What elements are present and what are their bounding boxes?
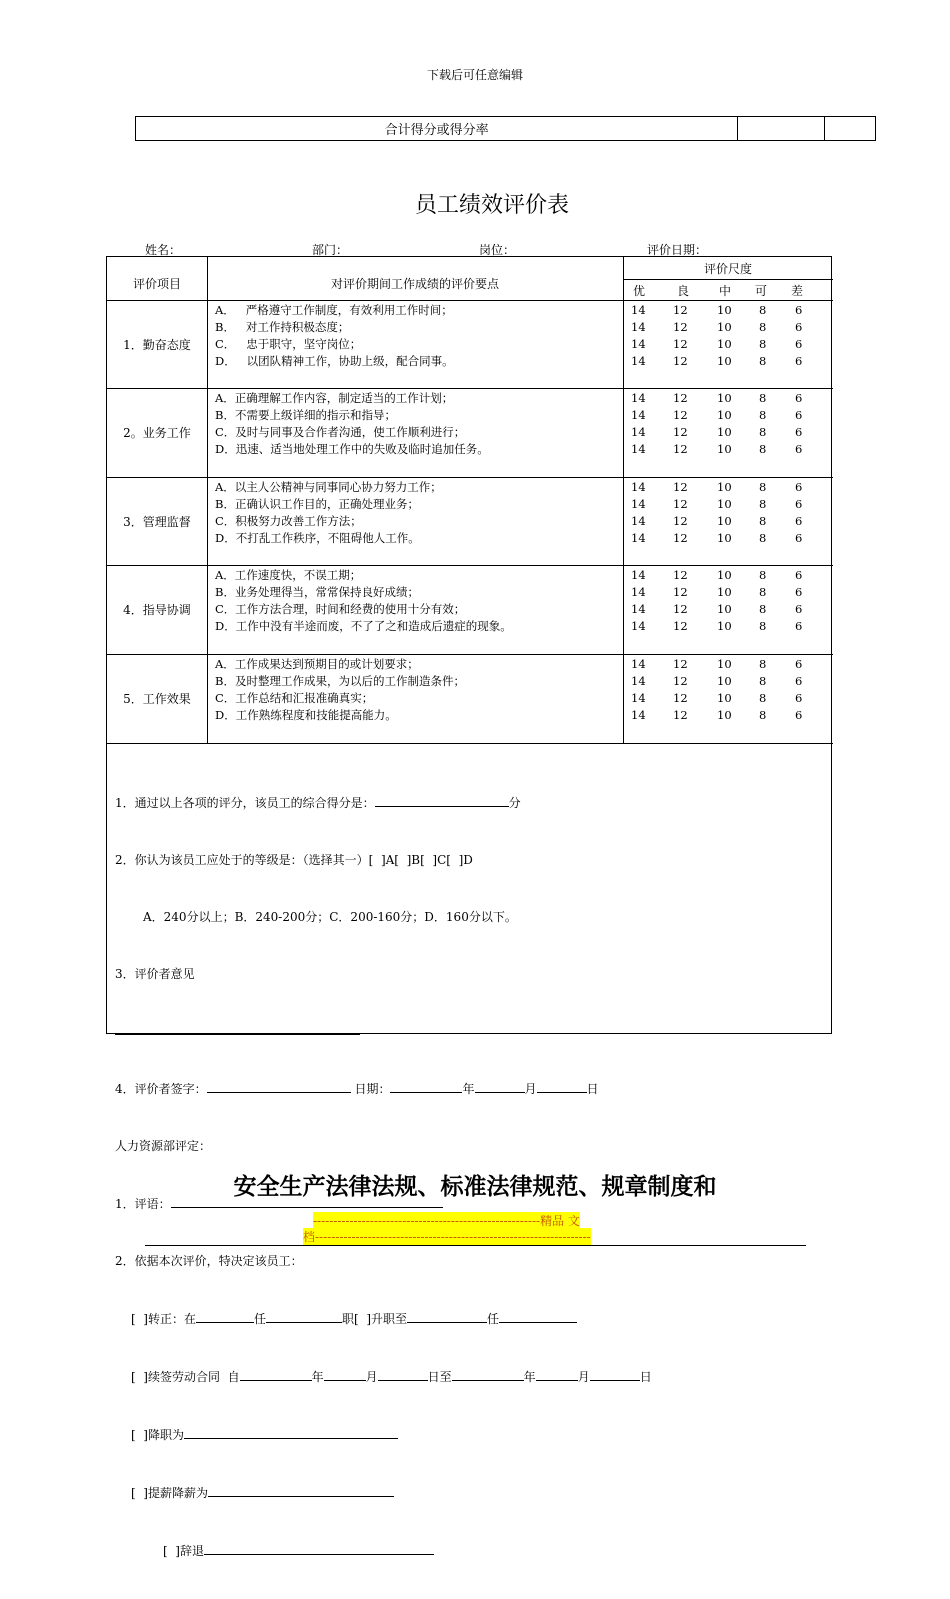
item-name: 5．工作效果	[123, 692, 191, 706]
score-row	[623, 584, 833, 601]
score-option[interactable]: 8	[759, 674, 767, 688]
score-option[interactable]: 8	[759, 425, 767, 439]
point-line: C．积极努力改善工作方法；	[215, 514, 362, 528]
score-option[interactable]: 6	[795, 425, 803, 439]
opt2-year2-label: 年	[523, 1370, 536, 1384]
score-row	[623, 479, 833, 496]
header-points: 对评价期间工作成绩的评价要点	[330, 277, 499, 291]
score-option[interactable]: 12	[673, 303, 688, 317]
point-line: D．工作熟练程度和技能提高能力。	[215, 708, 397, 722]
point-line: A．正确理解工作内容，制定适当的工作计划；	[215, 391, 454, 405]
meta-name: 姓名：	[145, 243, 182, 257]
opt2-blank-3[interactable]	[378, 1367, 428, 1381]
point-line: B． 对工作持积极态度；	[215, 320, 350, 334]
score-option[interactable]: 8	[759, 708, 767, 722]
score-option[interactable]: 6	[795, 480, 803, 494]
point-line: C．及时与同事及合作者沟通，使工作顺利进行；	[215, 425, 466, 439]
grade-good: 良	[677, 284, 690, 298]
score-option[interactable]: 12	[673, 531, 688, 545]
item-scores	[623, 390, 833, 458]
score-option[interactable]: 14	[631, 568, 646, 582]
sign-day-label: 日	[586, 1082, 599, 1096]
score-option[interactable]: 6	[795, 674, 803, 688]
opinion-blank[interactable]	[115, 1026, 360, 1035]
score-option[interactable]: 12	[673, 425, 688, 439]
summary-label: 合计得分或得分率	[136, 117, 738, 141]
score-option[interactable]: 12	[673, 408, 688, 422]
summary-cell-1	[738, 117, 825, 141]
sign-month-label: 月	[524, 1082, 537, 1096]
score-option[interactable]: 12	[673, 497, 688, 511]
score-option[interactable]: 14	[631, 674, 646, 688]
score-option[interactable]: 12	[673, 619, 688, 633]
q1-label: 1．通过以上各项的评分，该员工的综合得分是：	[115, 796, 375, 810]
score-option[interactable]: 8	[759, 408, 767, 422]
score-option[interactable]: 12	[673, 337, 688, 351]
score-row	[623, 707, 833, 724]
summary-table	[135, 116, 876, 141]
score-option[interactable]: 8	[759, 531, 767, 545]
hr-label: 人力资源部评定：	[115, 1139, 212, 1153]
opt2-to-label: 日至	[427, 1370, 452, 1384]
point-line: B．及时整理工作成果，为以后的工作制造条件；	[215, 674, 465, 688]
opt3-blank[interactable]	[184, 1425, 398, 1439]
score-option[interactable]: 14	[631, 585, 646, 599]
score-row	[623, 618, 833, 635]
opt-regularize-label[interactable]: [ ]转正：在	[131, 1312, 196, 1326]
footer-line-2: 档--------------------------------------------------------------------	[303, 1230, 591, 1244]
score-row	[623, 530, 833, 547]
item-name: 2。业务工作	[123, 426, 191, 440]
score-row	[623, 656, 833, 673]
point-line: C． 忠于职守，坚守岗位；	[215, 337, 362, 351]
opt4-blank[interactable]	[208, 1483, 394, 1497]
meta-post: 岗位：	[479, 243, 516, 257]
score-option[interactable]: 14	[631, 657, 646, 671]
opt2-year-label: 年	[311, 1370, 324, 1384]
signature-blank[interactable]	[207, 1079, 351, 1093]
score-option[interactable]: 12	[673, 674, 688, 688]
score-row	[623, 690, 833, 707]
score-option[interactable]: 6	[795, 657, 803, 671]
score-option[interactable]: 6	[795, 514, 803, 528]
sign-month-blank[interactable]	[475, 1079, 525, 1093]
score-option[interactable]: 6	[795, 708, 803, 722]
point-line: A．工作速度快，不误工期；	[215, 568, 362, 582]
point-line: B．不需要上级详细的指示和指导；	[215, 408, 396, 422]
score-option[interactable]: 10	[717, 303, 732, 317]
point-line: D．迅速、适当地处理工作中的失败及临时追加任务。	[215, 442, 489, 456]
opt1-blank-1[interactable]	[196, 1309, 254, 1323]
header-note: 下载后可任意编辑	[426, 68, 523, 82]
score-option[interactable]: 10	[717, 408, 732, 422]
score-option[interactable]: 6	[795, 303, 803, 317]
score-option[interactable]: 14	[631, 303, 646, 317]
opt1-blank-2[interactable]	[266, 1309, 342, 1323]
summary-cell-2	[825, 117, 876, 141]
score-option[interactable]: 10	[717, 531, 732, 545]
grade-medium: 中	[719, 284, 732, 298]
opt1-blank-3[interactable]	[407, 1309, 487, 1323]
point-line: B．业务处理得当，常常保持良好成绩；	[215, 585, 419, 599]
opt2-blank-5[interactable]	[536, 1367, 578, 1381]
score-option[interactable]: 6	[795, 320, 803, 334]
score-row	[623, 567, 833, 584]
score-option[interactable]: 6	[795, 585, 803, 599]
item-points	[215, 302, 454, 370]
item-scores	[623, 656, 833, 724]
score-option[interactable]: 10	[717, 337, 732, 351]
score-option[interactable]: 8	[759, 442, 767, 456]
score-option[interactable]: 12	[673, 657, 688, 671]
score-option[interactable]: 14	[631, 408, 646, 422]
score-option[interactable]: 12	[673, 568, 688, 582]
score-row	[623, 336, 833, 353]
item-scores	[623, 302, 833, 370]
score-option[interactable]: 8	[759, 585, 767, 599]
header-scale: 评价尺度	[703, 262, 752, 276]
score-option[interactable]: 10	[717, 568, 732, 582]
score-option[interactable]: 10	[717, 480, 732, 494]
q4-date-label: 日期：	[354, 1082, 391, 1096]
opt2-blank-6[interactable]	[590, 1367, 640, 1381]
score-option[interactable]: 12	[673, 354, 688, 368]
opt2-blank-4[interactable]	[452, 1367, 524, 1381]
score-option[interactable]: 14	[631, 708, 646, 722]
hr-comment-label: 1．评语：	[115, 1197, 171, 1211]
score-option[interactable]: 12	[673, 391, 688, 405]
score-option[interactable]: 6	[795, 354, 803, 368]
section-heading: 安全生产法律法规、标准法律规范、规章制度和	[233, 1173, 717, 1200]
point-line: B．正确认识工作目的，正确处理业务；	[215, 497, 419, 511]
opt-promote-label[interactable]: 职[ ]升职至	[342, 1312, 408, 1326]
score-row	[623, 319, 833, 336]
opt2-blank-1[interactable]	[240, 1367, 312, 1381]
score-option[interactable]: 14	[631, 497, 646, 511]
score-option[interactable]: 10	[717, 497, 732, 511]
sign-day-blank[interactable]	[537, 1079, 587, 1093]
score-option[interactable]: 10	[717, 585, 732, 599]
point-line: A．以主人公精神与同事同心协力努力工作；	[215, 480, 442, 494]
score-option[interactable]: 6	[795, 391, 803, 405]
score-option[interactable]: 12	[673, 691, 688, 705]
score-option[interactable]: 10	[717, 354, 732, 368]
sign-year-blank[interactable]	[390, 1079, 462, 1093]
score-option[interactable]: 6	[795, 442, 803, 456]
grade-excellent: 优	[633, 284, 646, 298]
score-option[interactable]: 14	[631, 337, 646, 351]
score-option[interactable]: 10	[717, 320, 732, 334]
score-option[interactable]: 14	[631, 691, 646, 705]
score-option[interactable]: 14	[631, 514, 646, 528]
item-name: 4．指导协调	[123, 603, 191, 617]
score-option[interactable]: 6	[795, 408, 803, 422]
header-item: 评价项目	[132, 277, 181, 291]
score-option[interactable]: 10	[717, 442, 732, 456]
score-option[interactable]: 8	[759, 514, 767, 528]
score-option[interactable]: 10	[717, 602, 732, 616]
score-option[interactable]: 10	[717, 657, 732, 671]
opt2-month-label: 月	[365, 1370, 378, 1384]
score-option[interactable]: 8	[759, 354, 767, 368]
score-option[interactable]: 8	[759, 568, 767, 582]
opt1-ren2-label: 任	[487, 1312, 500, 1326]
item-name: 3．管理监督	[123, 515, 191, 529]
score-option[interactable]: 14	[631, 425, 646, 439]
score-option[interactable]: 6	[795, 691, 803, 705]
score-option[interactable]: 8	[759, 619, 767, 633]
score-blank[interactable]	[375, 793, 509, 807]
score-option[interactable]: 8	[759, 602, 767, 616]
q4-label: 4．评价者签字：	[115, 1082, 207, 1096]
score-option[interactable]: 10	[717, 391, 732, 405]
score-option[interactable]: 14	[631, 480, 646, 494]
point-line: A． 严格遵守工作制度，有效利用工作时间；	[215, 303, 453, 317]
hr-decision-label: 2．依据本次评价，特决定该员工：	[115, 1254, 303, 1268]
score-row	[623, 441, 833, 458]
score-option[interactable]: 14	[631, 619, 646, 633]
opt1-ren-label: 任	[254, 1312, 267, 1326]
opt1-blank-4[interactable]	[499, 1309, 577, 1323]
score-option[interactable]: 8	[759, 303, 767, 317]
score-option[interactable]: 10	[717, 708, 732, 722]
item-name: 1．勤奋态度	[123, 338, 191, 352]
score-option[interactable]: 8	[759, 391, 767, 405]
score-option[interactable]: 6	[795, 531, 803, 545]
item-points	[215, 390, 489, 458]
score-option[interactable]: 12	[673, 480, 688, 494]
score-option[interactable]: 8	[759, 691, 767, 705]
score-option[interactable]: 12	[673, 442, 688, 456]
q2-note: A．240分以上；B．240-200分；C．200-160分；D．160分以下。	[143, 910, 517, 924]
score-row	[623, 302, 833, 319]
opt-salary-label[interactable]: [ ]提薪降薪为	[131, 1486, 208, 1500]
q2-label: 2．你认为该员工应处于的等级是：（选择其一）[ ]A[ ]B[ ]C[ ]D	[115, 853, 473, 867]
q1-unit: 分	[508, 796, 521, 810]
score-option[interactable]: 14	[631, 354, 646, 368]
score-option[interactable]: 6	[795, 497, 803, 511]
opt2-month2-label: 月	[577, 1370, 590, 1384]
score-row	[623, 513, 833, 530]
score-option[interactable]: 12	[673, 514, 688, 528]
meta-date: 评价日期：	[647, 243, 708, 257]
sign-year-label: 年	[462, 1082, 475, 1096]
item-scores	[623, 479, 833, 547]
score-option[interactable]: 14	[631, 442, 646, 456]
score-option[interactable]: 10	[717, 691, 732, 705]
score-row	[623, 496, 833, 513]
score-option[interactable]: 10	[717, 514, 732, 528]
score-option[interactable]: 14	[631, 602, 646, 616]
score-option[interactable]: 12	[673, 602, 688, 616]
score-option[interactable]: 8	[759, 497, 767, 511]
score-option[interactable]: 12	[673, 708, 688, 722]
score-option[interactable]: 10	[717, 619, 732, 633]
item-scores	[623, 567, 833, 635]
point-line: C．工作总结和汇报准确真实；	[215, 691, 374, 705]
score-option[interactable]: 14	[631, 391, 646, 405]
score-row	[623, 353, 833, 370]
meta-dept: 部门：	[312, 243, 349, 257]
score-option[interactable]: 6	[795, 568, 803, 582]
item-points	[215, 479, 442, 547]
grade-fair: 可	[755, 284, 768, 298]
score-option[interactable]: 8	[759, 337, 767, 351]
score-option[interactable]: 6	[795, 337, 803, 351]
point-line: D．不打乱工作秩序，不阻碍他人工作。	[215, 531, 420, 545]
score-row	[623, 424, 833, 441]
item-points	[215, 567, 512, 635]
footer-line-1: --------------------------------------------------------精品 文	[313, 1214, 580, 1228]
opt2-blank-2[interactable]	[324, 1367, 366, 1381]
score-option[interactable]: 14	[631, 531, 646, 545]
score-row	[623, 407, 833, 424]
grade-poor: 差	[791, 284, 804, 298]
point-line: C．工作方法合理，时间和经费的使用十分有效；	[215, 602, 466, 616]
score-option[interactable]: 10	[717, 674, 732, 688]
opt-renew-label[interactable]: [ ]续签劳动合同 自	[131, 1370, 240, 1384]
score-option[interactable]: 12	[673, 320, 688, 334]
score-row	[623, 601, 833, 618]
point-line: A．工作成果达到预期目的或计划要求；	[215, 657, 419, 671]
score-option[interactable]: 10	[717, 425, 732, 439]
q3-label: 3．评价者意见	[115, 967, 195, 981]
score-option[interactable]: 8	[759, 320, 767, 334]
page-title: 员工绩效评价表	[414, 193, 569, 218]
opt2-day-label: 日	[639, 1370, 652, 1384]
score-row	[623, 673, 833, 690]
score-option[interactable]: 8	[759, 657, 767, 671]
opt-demote-label[interactable]: [ ]降职为	[131, 1428, 184, 1442]
score-option[interactable]: 6	[795, 602, 803, 616]
score-row	[623, 390, 833, 407]
score-option[interactable]: 6	[795, 619, 803, 633]
point-line: D．工作中没有半途而废，不了了之和造成后遗症的现象。	[215, 619, 512, 633]
score-option[interactable]: 14	[631, 320, 646, 334]
footer-rule	[145, 1245, 806, 1246]
score-option[interactable]: 12	[673, 585, 688, 599]
score-option[interactable]: 8	[759, 480, 767, 494]
opt5-blank[interactable]	[204, 1541, 434, 1555]
item-points	[215, 656, 465, 724]
point-line: D． 以团队精神工作，协助上级，配合同事。	[215, 354, 454, 368]
opt-dismiss-label[interactable]: [ ]辞退	[163, 1544, 204, 1558]
